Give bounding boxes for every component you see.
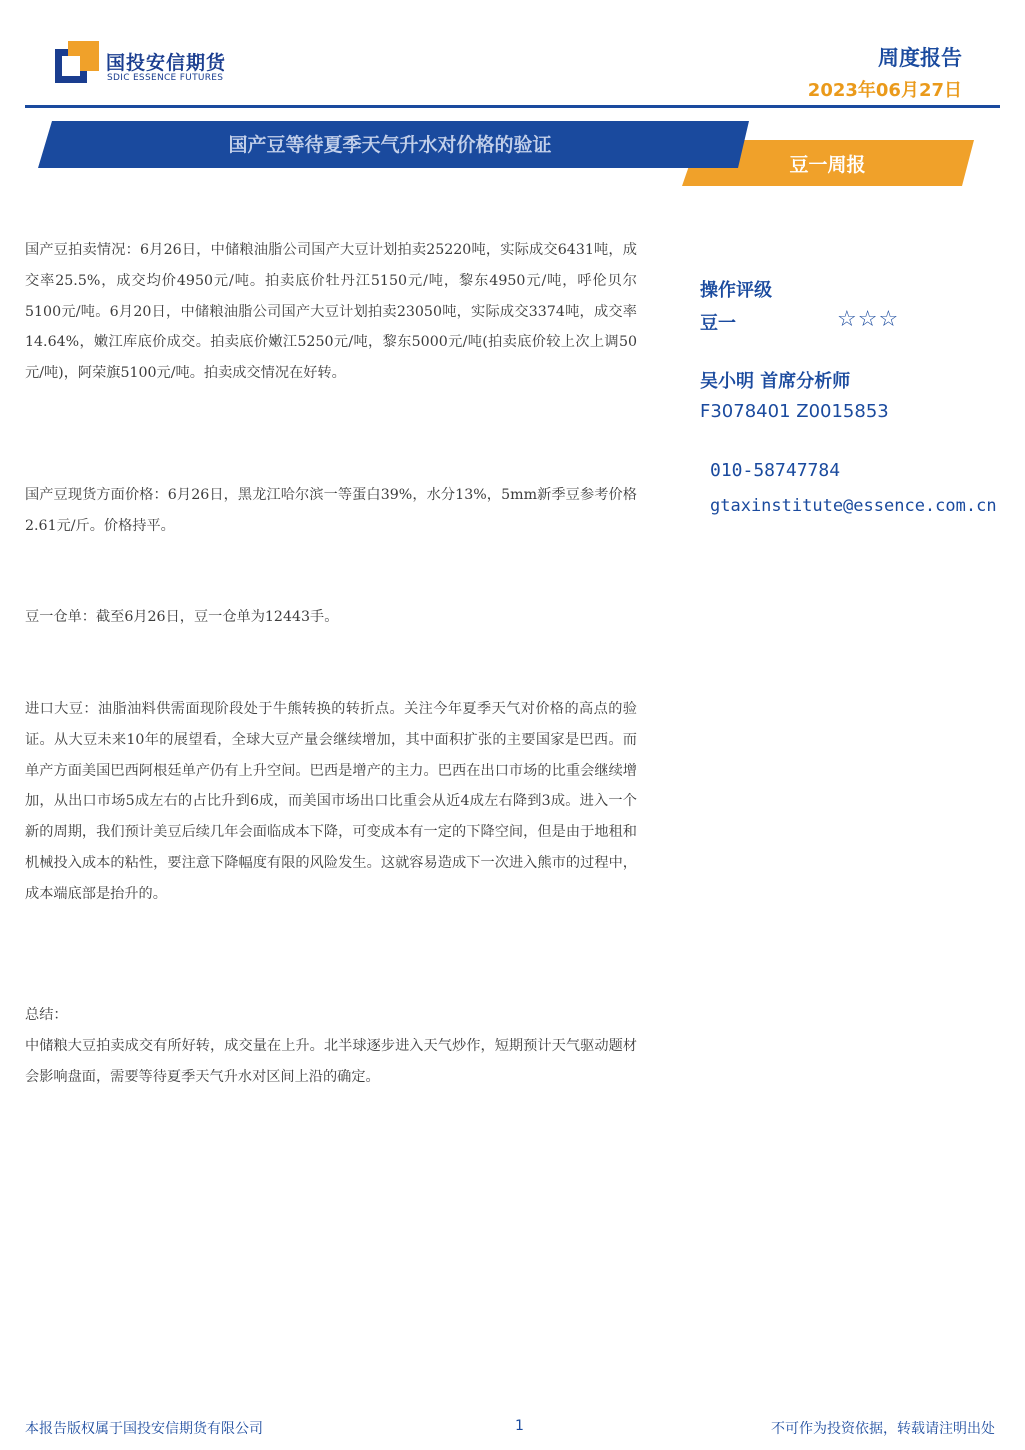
paragraph-summary: 中储粮大豆拍卖成交有所好转，成交量在上升。北半球逐步进入天气炒作，短期预计天气驱动题材会影响盘面，需要等待夏季天气升水对区间上沿的确定。 [25, 1038, 637, 1085]
summary-heading: 总结： [25, 1007, 68, 1023]
report-title: 国产豆等待夏季天气升水对价格的验证 [228, 134, 552, 156]
analyst-license: F3078401 Z0015853 [700, 401, 889, 422]
paragraph-warehouse-receipts: 豆一仓单：截至6月26日，豆一仓单为12443手。 [25, 609, 339, 625]
page-number: 1 [515, 1418, 524, 1434]
paragraph-spot-price: 国产豆现货方面价格：6月26日，黑龙江哈尔滨一等蛋白39%，水分13%，5mm新季豆参考价格2.61元/斤。价格持平。 [25, 487, 637, 534]
header-divider [25, 105, 1000, 108]
company-logo-icon [55, 41, 99, 83]
rating-title: 操作评级 [700, 280, 772, 301]
footer-disclaimer: 不可作为投资依据，转载请注明出处 [771, 1421, 995, 1437]
rating-stars: ☆☆☆ [837, 307, 900, 332]
paragraph-imported-soybeans: 进口大豆：油脂油料供需面现阶段处于牛熊转换的转折点。关注今年夏季天气对价格的高点的验证。从大豆未来10年的展望看，全球大豆产量会继续增加，其中面积扩张的主要国家是巴西。而单产方面美国巴西阿根廷单产仍有上升空间。巴西是增产的主力。巴西在出口市场的比重会继续增加，从出口市场5成左右的占比升到6成，而美国市场出口比重会从近4成左右降到3成。进入一个新的周期，我们预计美豆后续几年会面临成本下降，可变成本有一定的下降空间，但是由于地租和机械投入成本的粘性，要注意下降幅度有限的风险发生。这就容易造成下一次进入熊市的过程中，成本端底部是抬升的。 [25, 701, 637, 902]
logo-english-name: SDIC ESSENCE FUTURES [107, 73, 224, 83]
paragraph-auction: 国产豆拍卖情况：6月26日，中储粮油脂公司国产大豆计划拍卖25220吨，实际成交6431吨，成交率25.5%，成交均价4950元/吨。拍卖底价牡丹江5150元/吨，黎东4950元/吨，呼伦贝尔5100元/吨。6月20日，中储粮油脂公司国产大豆计划拍卖23050吨，实际成交3374吨，成交率14.64%，嫩江库底价成交。拍卖底价嫩江5250元/吨，黎东5000元/吨(拍卖底价较上次上调50元/吨)，阿荣旗5100元/吨。拍卖成交情况在好转。 [25, 242, 637, 382]
report-category-tag: 豆一周报 [789, 154, 866, 176]
logo-chinese-name: 国投安信期货 [106, 52, 227, 74]
analyst-name: 吴小明 首席分析师 [700, 371, 851, 392]
contact-email[interactable]: gtaxinstitute@essence.com.cn [710, 496, 997, 516]
rating-product: 豆一 [700, 313, 736, 334]
footer-copyright: 本报告版权属于国投安信期货有限公司 [25, 1421, 263, 1437]
report-date: 2023年06月27日 [807, 80, 962, 101]
report-type: 周度报告 [878, 46, 962, 70]
contact-phone: 010-58747784 [710, 460, 841, 481]
